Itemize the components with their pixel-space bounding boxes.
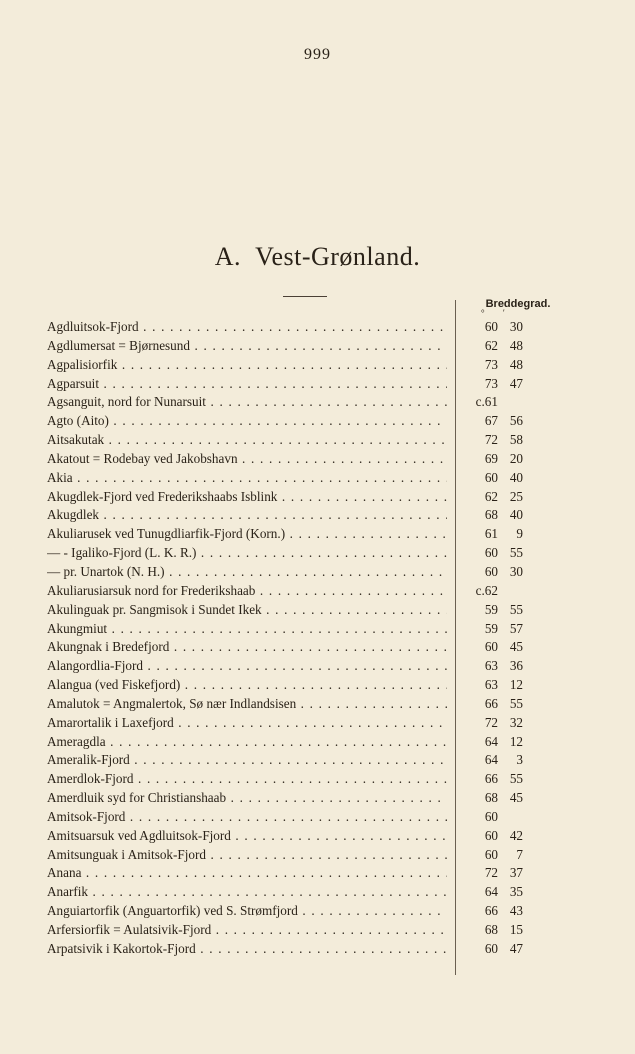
- latitude-minutes: 20: [509, 450, 523, 466]
- place-name: Amitsok-Fjord . . .: [47, 808, 447, 827]
- latitude-degrees: 60: [484, 827, 498, 843]
- list-item: [47, 450, 567, 469]
- list-item: [47, 563, 567, 582]
- latitude-minutes: 37: [509, 865, 523, 881]
- place-name: Amitsuarsuk ved Agdluitsok-Fjord . . .: [47, 827, 447, 846]
- latitude-value: [474, 450, 534, 469]
- latitude-minutes: 15: [509, 922, 523, 937]
- list-item: [47, 733, 567, 752]
- latitude-value: [474, 375, 534, 394]
- latitude-degrees: 72: [484, 432, 498, 448]
- latitude-minutes: 56: [509, 413, 523, 429]
- place-name: — - Igaliko-Fjord (L. K. R.) . . .: [47, 544, 447, 563]
- place-name: Ameralik-Fjord . . .: [47, 751, 447, 770]
- latitude-value: [474, 563, 534, 582]
- degree-minute-marks: ° ′: [481, 308, 513, 318]
- latitude-degrees: 73: [484, 356, 498, 372]
- list-item: [47, 318, 567, 337]
- place-name: Anguiartorfik (Anguartorfik) ved S. Strømfjord . . .: [47, 902, 447, 921]
- latitude-degrees: 69: [484, 450, 498, 466]
- latitude-minutes: 48: [509, 356, 523, 372]
- place-name: Akungmiut . . .: [47, 620, 447, 639]
- list-item: [47, 506, 567, 525]
- latitude-degrees: 60: [484, 563, 498, 579]
- place-name: Agsanguit, nord for Nunarsuit . . .: [47, 393, 447, 412]
- list-item: [47, 525, 567, 544]
- latitude-minutes: 47: [509, 940, 523, 956]
- list-item: [47, 393, 567, 412]
- latitude-minutes: 40: [509, 469, 523, 485]
- latitude-value: [474, 733, 534, 752]
- list-item: [47, 940, 567, 959]
- latitude-degrees: 64: [484, 733, 498, 749]
- latitude-value: [474, 506, 534, 525]
- latitude-degrees: 64: [484, 752, 498, 768]
- list-item: [47, 544, 567, 563]
- latitude-column-header: Breddegrad.: [485, 298, 551, 310]
- latitude-minutes: 45: [509, 790, 523, 806]
- latitude-minutes: 9: [516, 526, 523, 542]
- latitude-degrees: 67: [484, 413, 498, 429]
- place-name: Akugdlek . . .: [47, 506, 447, 525]
- latitude-degrees: 62: [484, 337, 498, 353]
- latitude-degrees: 60: [484, 846, 498, 862]
- list-item: [47, 431, 567, 450]
- latitude-value: [474, 544, 534, 563]
- latitude-degrees: 68: [484, 790, 498, 806]
- latitude-minutes: 57: [509, 620, 523, 636]
- gazetteer-list: [47, 318, 567, 959]
- latitude-minutes: 32: [509, 714, 523, 730]
- place-name: Akuliarusek ved Tunugdliarfik-Fjord (Korn.) . . .: [47, 525, 447, 544]
- place-name: — pr. Unartok (N. H.) . . .: [47, 563, 447, 582]
- latitude-value: [474, 883, 534, 902]
- latitude-value: [474, 412, 534, 431]
- latitude-degrees: 59: [484, 601, 498, 617]
- latitude-value: [474, 318, 534, 337]
- list-item: [47, 356, 567, 375]
- place-name: Akungnak i Bredefjord . . .: [47, 638, 447, 657]
- place-name: Akugdlek-Fjord ved Frederikshaabs Isblink . . .: [47, 488, 447, 507]
- latitude-value: [474, 714, 534, 733]
- place-name: Amarortalik i Laxefjord . . .: [47, 714, 447, 733]
- latitude-minutes: 55: [509, 601, 523, 617]
- latitude-degrees: 63: [484, 677, 498, 693]
- list-item: [47, 808, 567, 827]
- list-item: [47, 582, 567, 601]
- latitude-degrees: 66: [484, 903, 498, 919]
- latitude-value: [474, 469, 534, 488]
- list-item: [47, 695, 567, 714]
- latitude-value: [474, 601, 534, 620]
- list-item: [47, 921, 567, 940]
- section-title: Vest-Grønland.: [255, 242, 421, 271]
- latitude-degrees: 63: [484, 658, 498, 674]
- latitude-minutes: 30: [509, 563, 523, 579]
- place-name: Arpatsivik i Kakortok-Fjord . . .: [47, 940, 447, 959]
- latitude-degrees: 72: [484, 714, 498, 730]
- latitude-value: [474, 695, 534, 714]
- place-name: Anarfik . . .: [47, 883, 447, 902]
- latitude-minutes: 36: [509, 658, 523, 674]
- list-item: [47, 601, 567, 620]
- latitude-value: [474, 827, 534, 846]
- latitude-minutes: 12: [509, 733, 523, 749]
- page-title: [0, 242, 635, 272]
- place-name: Agdluitsok-Fjord . . .: [47, 318, 447, 337]
- latitude-value: [474, 676, 534, 695]
- place-name: Amerdlok-Fjord . . .: [47, 770, 447, 789]
- list-item: [47, 337, 567, 356]
- list-item: [47, 620, 567, 639]
- list-item: [47, 488, 567, 507]
- section-letter: A.: [214, 242, 242, 271]
- latitude-degrees: 61: [484, 526, 498, 542]
- latitude-degrees: 60: [484, 940, 498, 956]
- place-name: Agto (Aito) . . .: [47, 412, 447, 431]
- place-name: Amalutok = Angmalertok, Sø nær Indlandsisen . . .: [47, 695, 447, 714]
- list-item: [47, 902, 567, 921]
- latitude-minutes: 25: [509, 488, 523, 504]
- latitude-value: [474, 808, 534, 827]
- latitude-value: [474, 393, 534, 412]
- latitude-value: [474, 846, 534, 865]
- latitude-degrees: c.61: [475, 394, 498, 410]
- list-item: [47, 657, 567, 676]
- latitude-degrees: 60: [484, 808, 498, 824]
- page-number: 999: [304, 46, 331, 63]
- latitude-value: [474, 488, 534, 507]
- latitude-degrees: 60: [484, 319, 498, 334]
- latitude-value: [474, 356, 534, 375]
- place-name: Alangua (ved Fiskefjord) . . .: [47, 676, 447, 695]
- latitude-value: [474, 431, 534, 450]
- latitude-degrees: 66: [484, 695, 498, 711]
- latitude-degrees: 72: [484, 865, 498, 881]
- list-item: [47, 751, 567, 770]
- list-item: [47, 770, 567, 789]
- latitude-degrees: 60: [484, 545, 498, 561]
- place-name: Ameragdla . . .: [47, 733, 447, 752]
- list-item: [47, 412, 567, 431]
- latitude-degrees: 68: [484, 922, 498, 937]
- list-item: [47, 469, 567, 488]
- latitude-minutes: 7: [516, 846, 523, 862]
- latitude-degrees: 66: [484, 771, 498, 787]
- latitude-degrees: 68: [484, 507, 498, 523]
- latitude-value: [474, 751, 534, 770]
- latitude-degrees: 60: [484, 639, 498, 655]
- list-item: [47, 789, 567, 808]
- latitude-minutes: 43: [509, 903, 523, 919]
- latitude-minutes: 55: [509, 545, 523, 561]
- latitude-degrees: 62: [484, 488, 498, 504]
- place-name: Alangordlia-Fjord . . .: [47, 657, 447, 676]
- place-name: Amitsunguak i Amitsok-Fjord . . .: [47, 846, 447, 865]
- latitude-minutes: 40: [509, 507, 523, 523]
- latitude-minutes: 30: [509, 319, 523, 334]
- latitude-value: [474, 864, 534, 883]
- latitude-degrees: 60: [484, 469, 498, 485]
- latitude-value: [474, 582, 534, 601]
- list-item: [47, 846, 567, 865]
- place-name: Akia . . .: [47, 469, 447, 488]
- place-name: Agpalisiorfik . . .: [47, 356, 447, 375]
- latitude-value: [474, 620, 534, 639]
- list-item: [47, 883, 567, 902]
- place-name: Akuliarusiarsuk nord for Frederikshaab . . .: [47, 582, 447, 601]
- latitude-value: [474, 921, 534, 940]
- latitude-value: [474, 940, 534, 959]
- latitude-minutes: 42: [509, 827, 523, 843]
- latitude-minutes: 58: [509, 432, 523, 448]
- latitude-minutes: 55: [509, 695, 523, 711]
- latitude-minutes: 48: [509, 337, 523, 353]
- list-item: [47, 864, 567, 883]
- latitude-minutes: 55: [509, 771, 523, 787]
- place-name: Agparsuit . . .: [47, 375, 447, 394]
- latitude-value: [474, 337, 534, 356]
- place-name: Akulinguak pr. Sangmisok i Sundet Ikek . . .: [47, 601, 447, 620]
- place-name: Aitsakutak . . .: [47, 431, 447, 450]
- latitude-minutes: 47: [509, 375, 523, 391]
- latitude-minutes: 35: [509, 884, 523, 900]
- title-rule: [283, 296, 327, 297]
- latitude-minutes: 3: [516, 752, 523, 768]
- latitude-degrees: 59: [484, 620, 498, 636]
- place-name: Arfersiorfik = Aulatsivik-Fjord . . .: [47, 921, 447, 940]
- latitude-minutes: 12: [509, 677, 523, 693]
- list-item: [47, 676, 567, 695]
- latitude-degrees: c.62: [475, 582, 498, 598]
- place-name: Agdlumersat = Bjørnesund . . .: [47, 337, 447, 356]
- list-item: [47, 638, 567, 657]
- latitude-value: [474, 657, 534, 676]
- place-name: Amerdluik syd for Christianshaab . . .: [47, 789, 447, 808]
- latitude-value: [474, 638, 534, 657]
- list-item: [47, 714, 567, 733]
- list-item: [47, 827, 567, 846]
- latitude-value: [474, 789, 534, 808]
- place-name: Akatout = Rodebay ved Jakobshavn . . .: [47, 450, 447, 469]
- latitude-degrees: 73: [484, 375, 498, 391]
- latitude-value: [474, 525, 534, 544]
- latitude-degrees: 64: [484, 884, 498, 900]
- latitude-value: [474, 770, 534, 789]
- list-item: [47, 375, 567, 394]
- latitude-minutes: 45: [509, 639, 523, 655]
- latitude-value: [474, 902, 534, 921]
- place-name: Anana . . .: [47, 864, 447, 883]
